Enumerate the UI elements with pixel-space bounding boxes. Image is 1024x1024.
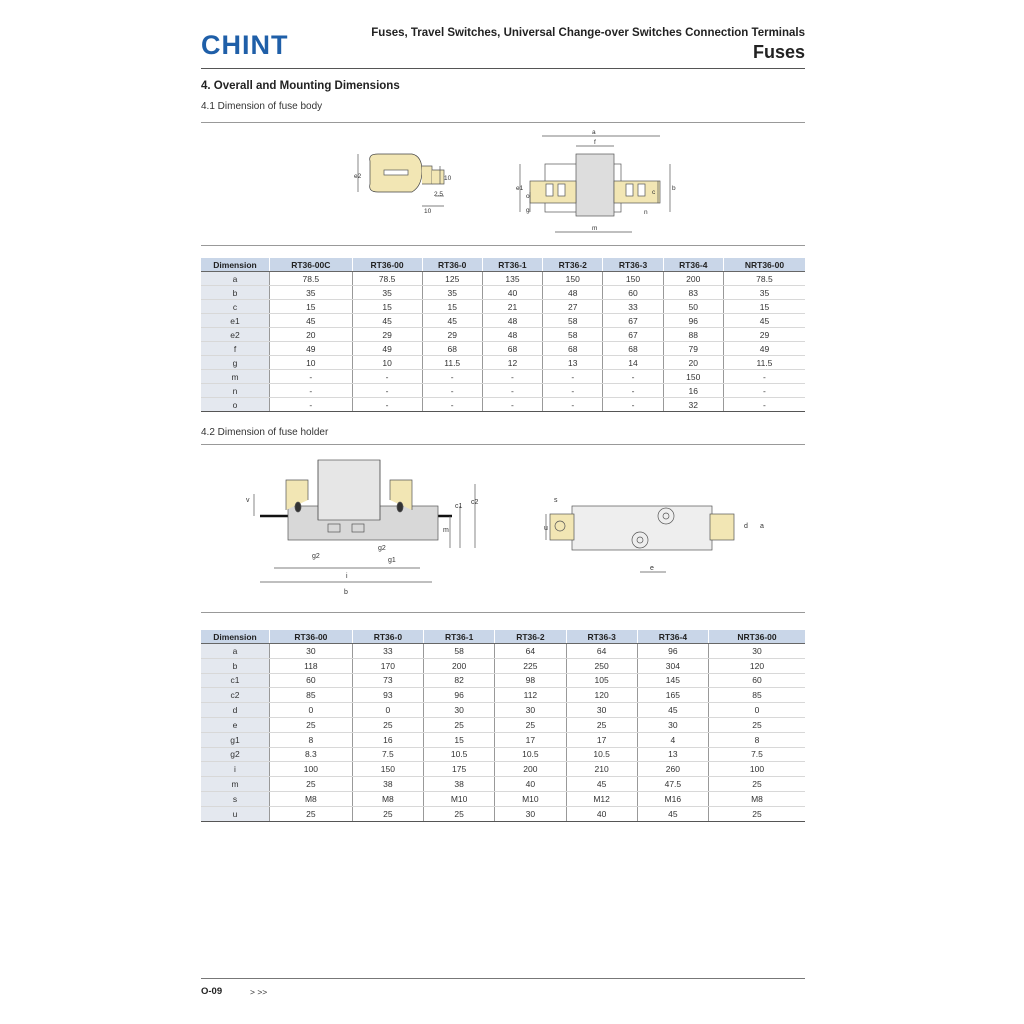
table-cell: 25 (270, 717, 353, 732)
table-cell: 29 (723, 328, 805, 342)
table-cell: 15 (422, 300, 482, 314)
table-cell: 175 (424, 762, 495, 777)
dim-label: o (526, 193, 530, 200)
table-cell: 49 (270, 342, 353, 356)
table-cell: 17 (495, 732, 566, 747)
table-cell: - (723, 384, 805, 398)
table-cell: 25 (709, 717, 806, 732)
divider (201, 444, 805, 445)
dim-label: m (592, 225, 598, 232)
column-header-model: RT36-2 (495, 630, 566, 644)
table-cell: 15 (270, 300, 353, 314)
row-label: n (201, 384, 270, 398)
table-cell: 10.5 (424, 747, 495, 762)
table-cell: 25 (270, 777, 353, 792)
table-cell: 112 (495, 688, 566, 703)
table-cell: 93 (352, 688, 423, 703)
fuse-body-diagram (340, 126, 680, 238)
dim-label: 10 (424, 208, 432, 215)
table-cell: - (422, 398, 482, 412)
table-cell: 30 (495, 703, 566, 718)
table-cell: - (352, 370, 422, 384)
table-cell: - (603, 370, 663, 384)
table-cell: 120 (709, 658, 806, 673)
table-cell: 25 (566, 717, 637, 732)
table-cell: 7.5 (709, 747, 806, 762)
table-cell: 150 (603, 272, 663, 286)
row-label: s (201, 791, 270, 806)
table-cell: 21 (482, 300, 542, 314)
table-cell: 100 (709, 762, 806, 777)
column-header-model: RT36-4 (663, 258, 723, 272)
table-cell: 48 (543, 286, 603, 300)
row-label: u (201, 806, 270, 821)
table-row (201, 286, 805, 300)
table-cell: 11.5 (422, 356, 482, 370)
table-cell: 100 (270, 762, 353, 777)
table-cell: 260 (637, 762, 708, 777)
table-cell: 105 (566, 673, 637, 688)
table-cell: 13 (543, 356, 603, 370)
table-cell: 38 (352, 777, 423, 792)
table-cell: 13 (637, 747, 708, 762)
table-cell: 10 (352, 356, 422, 370)
column-header-model: RT36-0 (352, 630, 423, 644)
table-row (201, 703, 805, 718)
table-cell: - (603, 398, 663, 412)
row-label: m (201, 777, 270, 792)
dim-label: c2 (471, 499, 479, 506)
table-cell: 60 (603, 286, 663, 300)
row-label: e (201, 717, 270, 732)
table-cell: 0 (270, 703, 353, 718)
table-cell: 35 (422, 286, 482, 300)
table-cell: 85 (709, 688, 806, 703)
table-cell: - (482, 370, 542, 384)
page-nav-arrows[interactable]: > >> (250, 987, 268, 997)
footer-divider (201, 978, 805, 979)
column-header-dimension: Dimension (201, 258, 270, 272)
table-cell: 304 (637, 658, 708, 673)
table-cell: 150 (663, 370, 723, 384)
table-cell: 14 (603, 356, 663, 370)
fuse-holder-dimension-table (201, 630, 805, 822)
column-header-model: RT36-00C (270, 258, 353, 272)
subsection-fuse-body: 4.1 Dimension of fuse body (201, 101, 323, 112)
dim-label: c (652, 189, 656, 196)
table-cell: 68 (603, 342, 663, 356)
table-row (201, 791, 805, 806)
dim-label: s (554, 497, 558, 504)
table-cell: 200 (663, 272, 723, 286)
row-label: e1 (201, 314, 270, 328)
table-cell: 135 (482, 272, 542, 286)
dim-label: b (344, 589, 348, 596)
table-cell: 33 (603, 300, 663, 314)
column-header-model: RT36-00 (352, 258, 422, 272)
table-cell: - (352, 398, 422, 412)
table-cell: 25 (709, 777, 806, 792)
table-cell: 40 (482, 286, 542, 300)
row-label: i (201, 762, 270, 777)
dim-label: f (594, 139, 596, 146)
table-cell: - (482, 398, 542, 412)
table-row (201, 806, 805, 821)
table-cell: 20 (270, 328, 353, 342)
table-cell: 225 (495, 658, 566, 673)
table-cell: 73 (352, 673, 423, 688)
table-cell: 0 (352, 703, 423, 718)
table-cell: 0 (709, 703, 806, 718)
table-cell: 10.5 (566, 747, 637, 762)
dim-label: i (346, 573, 348, 580)
table-cell: 8 (709, 732, 806, 747)
table-cell: 45 (637, 806, 708, 821)
table-cell: 45 (566, 777, 637, 792)
table-cell: 45 (637, 703, 708, 718)
table-cell: - (543, 370, 603, 384)
table-row (201, 300, 805, 314)
table-cell: 50 (663, 300, 723, 314)
dim-label: g1 (388, 557, 396, 564)
table-cell: - (270, 384, 353, 398)
table-cell: - (270, 398, 353, 412)
row-label: b (201, 286, 270, 300)
column-header-dimension: Dimension (201, 630, 270, 644)
row-label: m (201, 370, 270, 384)
table-cell: 16 (663, 384, 723, 398)
table-row (201, 688, 805, 703)
table-cell: 10 (270, 356, 353, 370)
table-cell: 30 (709, 644, 806, 659)
table-cell: 30 (424, 703, 495, 718)
table-row (201, 398, 805, 412)
dim-label: g2 (378, 545, 386, 552)
table-cell: 29 (422, 328, 482, 342)
table-cell: 165 (637, 688, 708, 703)
table-row (201, 328, 805, 342)
row-label: g2 (201, 747, 270, 762)
table-cell: M8 (352, 791, 423, 806)
table-cell: 30 (270, 644, 353, 659)
dim-label: v (246, 497, 250, 504)
table-cell: M16 (637, 791, 708, 806)
table-cell: 17 (566, 732, 637, 747)
row-label: g1 (201, 732, 270, 747)
table-cell: 35 (723, 286, 805, 300)
table-cell: 35 (270, 286, 353, 300)
column-header-model: RT36-4 (637, 630, 708, 644)
table-cell: 7.5 (352, 747, 423, 762)
table-cell: 64 (495, 644, 566, 659)
table-cell: 88 (663, 328, 723, 342)
table-cell: 96 (663, 314, 723, 328)
table-cell: 10.5 (495, 747, 566, 762)
table-cell: 60 (709, 673, 806, 688)
table-cell: 85 (270, 688, 353, 703)
dim-label: c1 (455, 503, 463, 510)
column-header-model: RT36-1 (424, 630, 495, 644)
table-cell: 96 (637, 644, 708, 659)
table-cell: 79 (663, 342, 723, 356)
row-label: a (201, 272, 270, 286)
table-cell: 25 (352, 806, 423, 821)
table-cell: 170 (352, 658, 423, 673)
dim-label: d (744, 523, 748, 530)
table-cell: M10 (495, 791, 566, 806)
table-cell: 98 (495, 673, 566, 688)
table-cell: M8 (709, 791, 806, 806)
table-cell: - (482, 384, 542, 398)
table-cell: 40 (566, 806, 637, 821)
table-cell: 60 (270, 673, 353, 688)
table-row (201, 370, 805, 384)
column-header-model: RT36-3 (566, 630, 637, 644)
table-cell: 83 (663, 286, 723, 300)
table-cell: 49 (352, 342, 422, 356)
column-header-model: RT36-3 (603, 258, 663, 272)
table-cell: 49 (723, 342, 805, 356)
divider (201, 122, 805, 123)
table-cell: - (352, 384, 422, 398)
table-cell: 4 (637, 732, 708, 747)
fuse-holder-diagram (240, 452, 764, 604)
table-cell: 118 (270, 658, 353, 673)
dim-label: 2.5 (434, 191, 444, 198)
table-cell: 200 (424, 658, 495, 673)
table-row (201, 644, 805, 659)
table-cell: - (422, 370, 482, 384)
table-row (201, 272, 805, 286)
table-row (201, 342, 805, 356)
table-row (201, 356, 805, 370)
table-cell: 150 (352, 762, 423, 777)
table-cell: 78.5 (270, 272, 353, 286)
table-row (201, 732, 805, 747)
dim-label: g (526, 207, 530, 214)
table-cell: 38 (424, 777, 495, 792)
table-cell: 12 (482, 356, 542, 370)
table-cell: 82 (424, 673, 495, 688)
table-cell: - (723, 398, 805, 412)
row-label: a (201, 644, 270, 659)
column-header-model: NRT36-00 (709, 630, 806, 644)
table-cell: 45 (352, 314, 422, 328)
table-cell: 27 (543, 300, 603, 314)
dim-label: u (544, 525, 548, 532)
row-label: c (201, 300, 270, 314)
table-cell: 47.5 (637, 777, 708, 792)
row-label: o (201, 398, 270, 412)
table-cell: 145 (637, 673, 708, 688)
table-cell: 45 (723, 314, 805, 328)
dim-label: a (760, 523, 764, 530)
table-cell: 11.5 (723, 356, 805, 370)
table-cell: M10 (424, 791, 495, 806)
table-row (201, 314, 805, 328)
table-cell: 25 (709, 806, 806, 821)
section-title: 4. Overall and Mounting Dimensions (201, 80, 400, 92)
table-cell: 58 (543, 314, 603, 328)
column-header-model: RT36-1 (482, 258, 542, 272)
table-cell: 16 (352, 732, 423, 747)
header-subtitle: Fuses, Travel Switches, Universal Change-over Switches Connection Terminals (371, 27, 805, 39)
divider (201, 612, 805, 613)
table-row (201, 658, 805, 673)
column-header-model: RT36-0 (422, 258, 482, 272)
column-header-model: RT36-2 (543, 258, 603, 272)
table-cell: 58 (543, 328, 603, 342)
dim-label: m (443, 527, 449, 534)
table-cell: 40 (495, 777, 566, 792)
table-cell: - (270, 370, 353, 384)
row-label: d (201, 703, 270, 718)
table-row (201, 747, 805, 762)
table-cell: 150 (543, 272, 603, 286)
table-cell: 25 (495, 717, 566, 732)
table-row (201, 762, 805, 777)
header-divider (201, 68, 805, 69)
table-cell: 125 (422, 272, 482, 286)
row-label: b (201, 658, 270, 673)
table-cell: 32 (663, 398, 723, 412)
table-cell: 210 (566, 762, 637, 777)
dim-label: e1 (516, 185, 524, 192)
table-cell: 33 (352, 644, 423, 659)
table-cell: 68 (422, 342, 482, 356)
table-cell: 30 (495, 806, 566, 821)
table-cell: 15 (352, 300, 422, 314)
row-label: g (201, 356, 270, 370)
dim-label: a (592, 129, 596, 136)
table-cell: 25 (424, 717, 495, 732)
table-cell: 78.5 (723, 272, 805, 286)
table-cell: M12 (566, 791, 637, 806)
table-cell: 29 (352, 328, 422, 342)
column-header-model: RT36-00 (270, 630, 353, 644)
table-cell: 250 (566, 658, 637, 673)
table-cell: M8 (270, 791, 353, 806)
table-cell: 64 (566, 644, 637, 659)
row-label: e2 (201, 328, 270, 342)
table-cell: - (543, 398, 603, 412)
table-row (201, 673, 805, 688)
table-cell: 30 (637, 717, 708, 732)
table-cell: 67 (603, 328, 663, 342)
table-cell: 48 (482, 328, 542, 342)
table-row (201, 384, 805, 398)
table-cell: 45 (270, 314, 353, 328)
table-cell: 96 (424, 688, 495, 703)
table-cell: - (543, 384, 603, 398)
table-cell: - (422, 384, 482, 398)
table-row (201, 777, 805, 792)
dim-label: e2 (354, 173, 362, 180)
table-cell: 25 (424, 806, 495, 821)
fuse-body-dimension-table (201, 258, 805, 412)
table-cell: 68 (482, 342, 542, 356)
table-cell: 58 (424, 644, 495, 659)
table-cell: 35 (352, 286, 422, 300)
dim-label: n (644, 209, 648, 216)
table-cell: 8 (270, 732, 353, 747)
page-number: O-09 (201, 986, 223, 997)
table-cell: 8.3 (270, 747, 353, 762)
table-cell: 48 (482, 314, 542, 328)
dim-label: g2 (312, 553, 320, 560)
column-header-model: NRT36-00 (723, 258, 805, 272)
divider (201, 245, 805, 246)
table-cell: - (723, 370, 805, 384)
header-title: Fuses (752, 42, 805, 62)
table-row (201, 717, 805, 732)
table-cell: 25 (352, 717, 423, 732)
dim-label: b (672, 185, 676, 192)
table-cell: - (603, 384, 663, 398)
table-cell: 45 (422, 314, 482, 328)
table-cell: 30 (566, 703, 637, 718)
table-cell: 15 (723, 300, 805, 314)
table-cell: 20 (663, 356, 723, 370)
row-label: c2 (201, 688, 270, 703)
chint-logo: CHINT (201, 30, 289, 60)
row-label: f (201, 342, 270, 356)
table-cell: 68 (543, 342, 603, 356)
table-cell: 15 (424, 732, 495, 747)
dim-label: e (650, 565, 654, 572)
table-cell: 78.5 (352, 272, 422, 286)
row-label: c1 (201, 673, 270, 688)
subsection-fuse-holder: 4.2 Dimension of fuse holder (201, 427, 329, 438)
table-cell: 200 (495, 762, 566, 777)
table-cell: 67 (603, 314, 663, 328)
table-cell: 120 (566, 688, 637, 703)
dim-label: 10 (444, 175, 452, 182)
table-cell: 25 (270, 806, 353, 821)
